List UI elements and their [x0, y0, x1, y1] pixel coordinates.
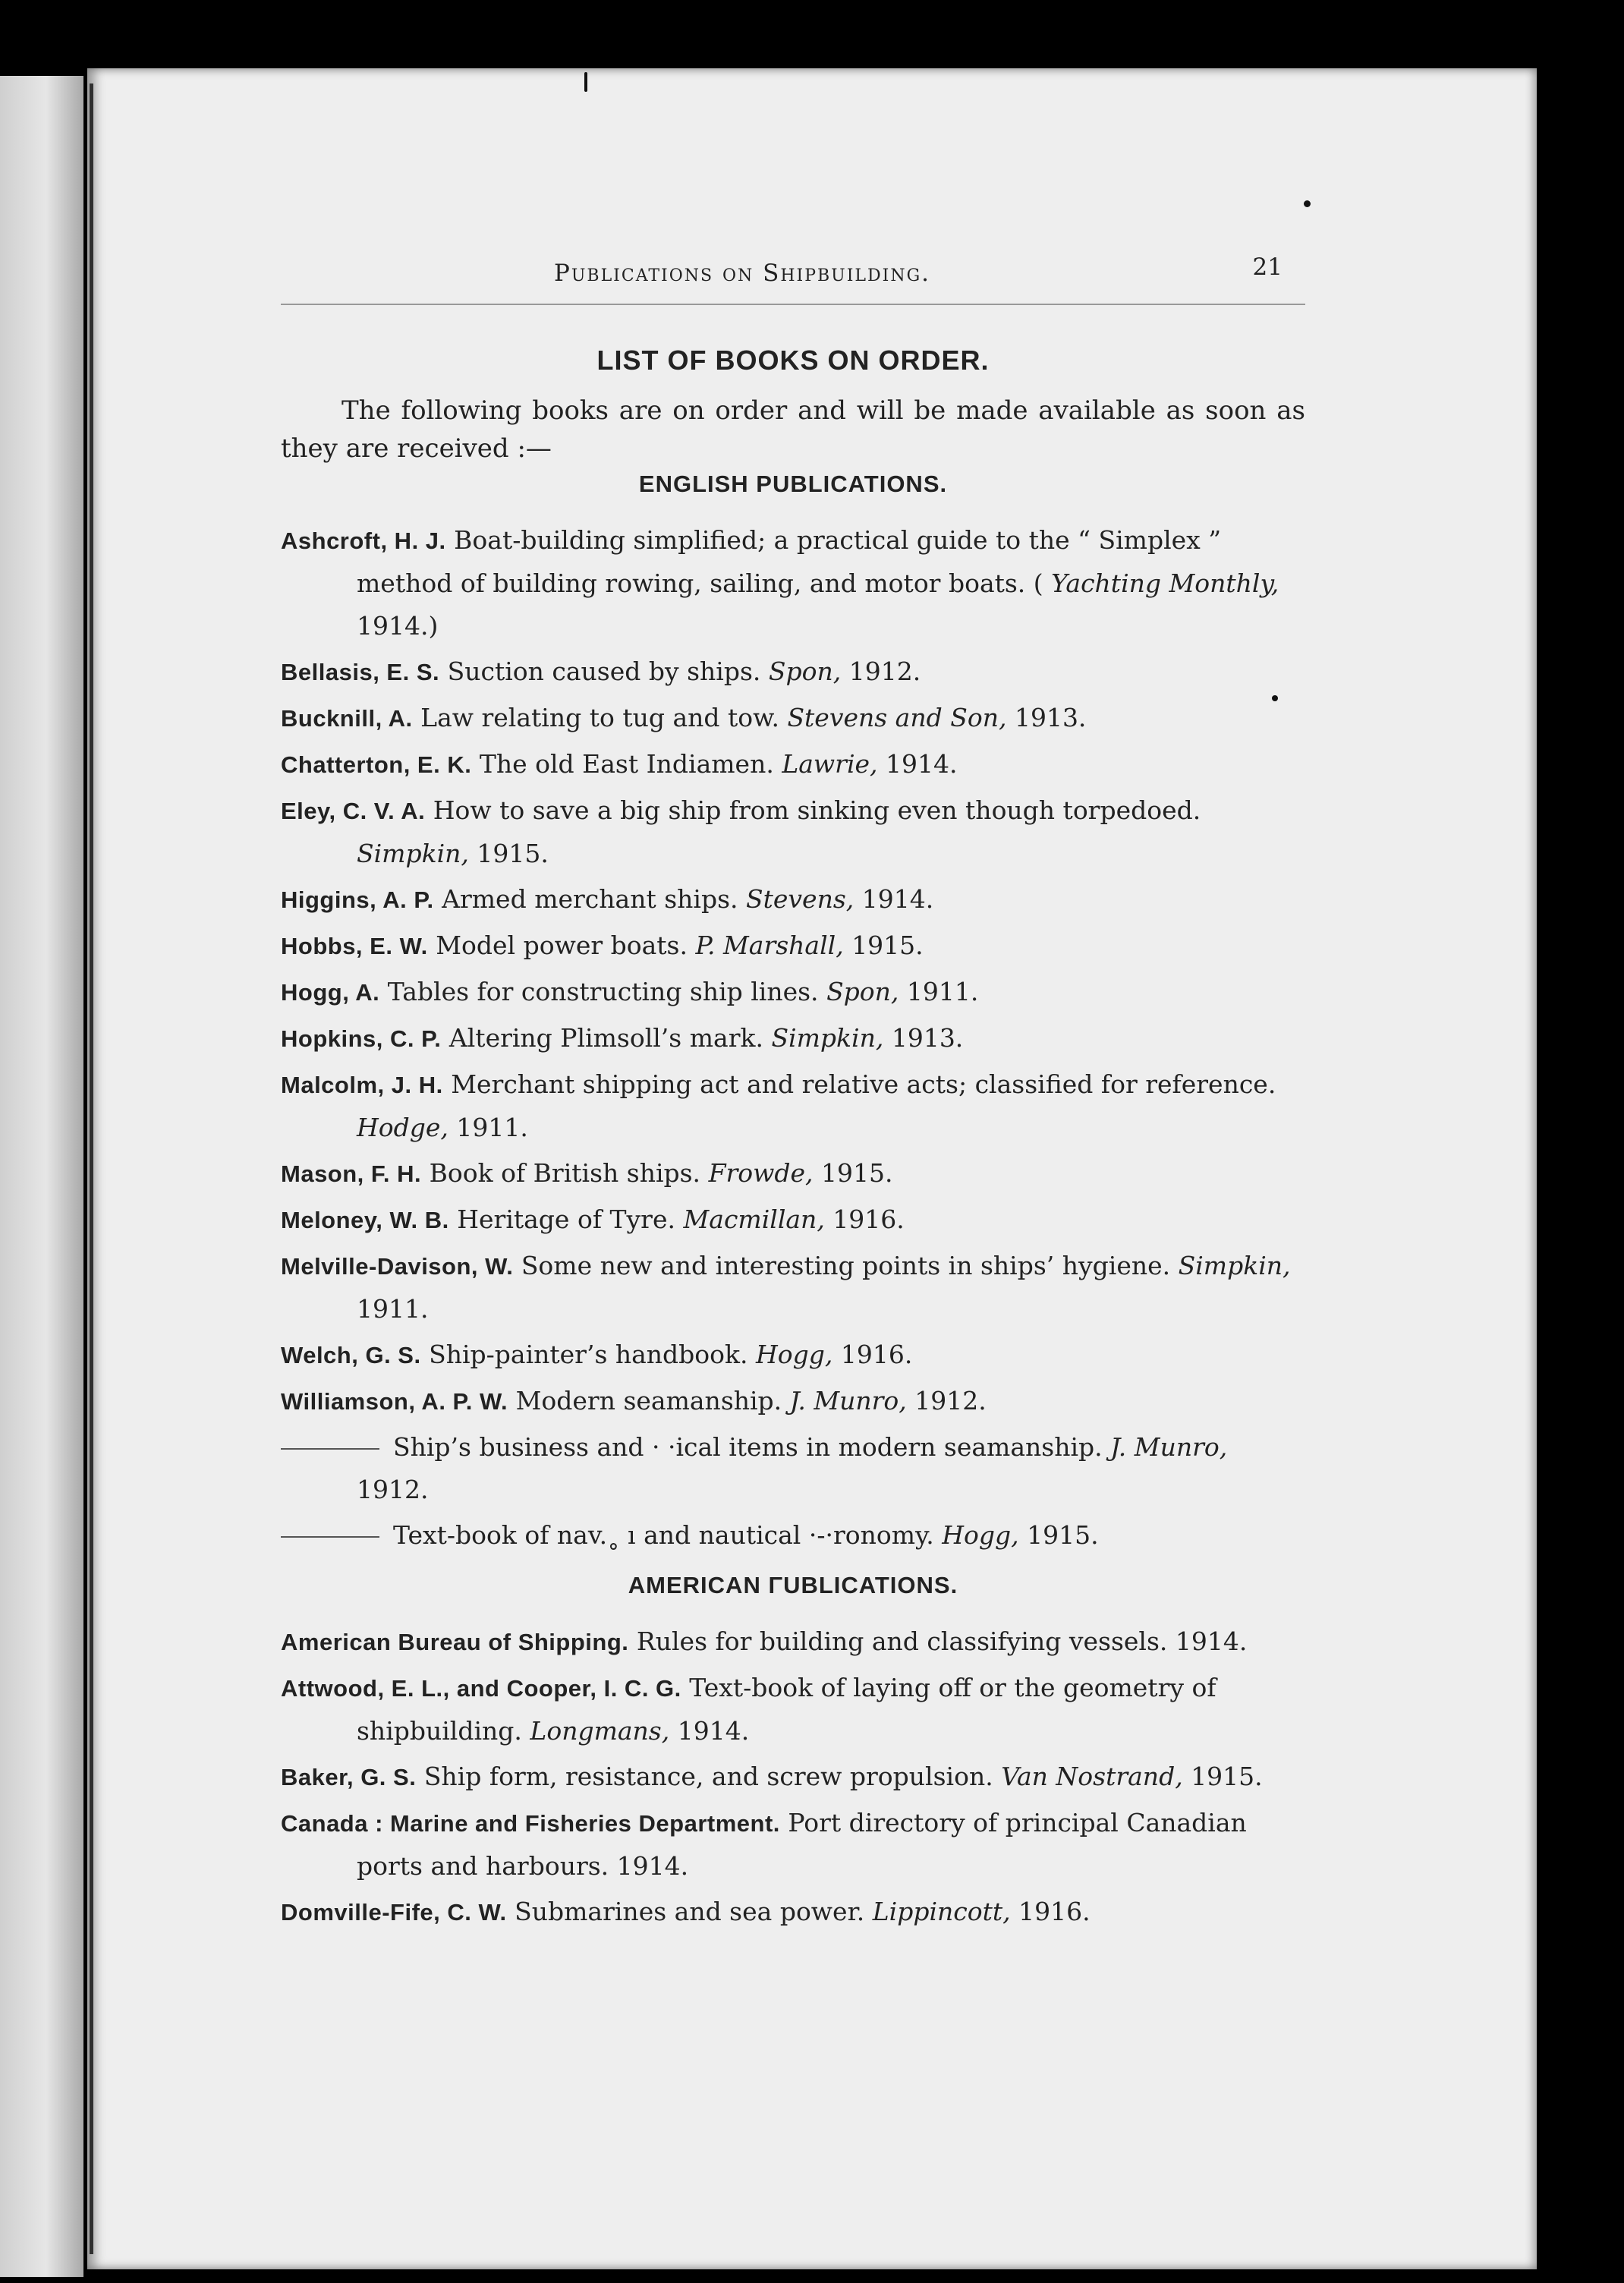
entry-year: 1913.: [891, 1023, 964, 1053]
book-entry: [281, 1514, 1305, 1557]
entry-year: 1911.: [456, 1113, 528, 1142]
book-entry: [281, 1380, 1305, 1423]
entry-publisher: J. Munro,: [789, 1386, 907, 1415]
book-entry: [281, 1198, 1305, 1242]
entry-publisher: Hogg,: [942, 1520, 1019, 1550]
entry-title: Some new and interesting points in ships’ hygiene.: [521, 1251, 1171, 1280]
page-gutter-shadow: [90, 83, 93, 2254]
ditto-dash: [281, 1448, 379, 1450]
book-entry: [281, 789, 1305, 875]
entry-publisher: J. Munro,: [1110, 1432, 1228, 1462]
entry-year: 1912.: [848, 657, 921, 686]
entry-year: 1915.: [1191, 1762, 1263, 1791]
entry-year: 1914.: [886, 749, 958, 779]
entry-year: 1916.: [1018, 1897, 1091, 1926]
page-content: [281, 253, 1305, 1937]
entry-title: Rules for building and classifying vessels.: [636, 1626, 1168, 1656]
entry-publisher: Simpkin,: [1178, 1251, 1291, 1280]
entry-author: Chatterton, E. K.: [281, 751, 472, 778]
entry-author: Baker, G. S.: [281, 1764, 417, 1790]
book-entry: [281, 1426, 1305, 1511]
entry-author: Attwood, E. L., and Cooper, I. C. G.: [281, 1675, 681, 1702]
entry-publisher: Spon,: [768, 657, 842, 686]
entry-year: 1911.: [357, 1294, 429, 1324]
entry-publisher: Lippincott,: [872, 1897, 1011, 1926]
book-entry: [281, 1334, 1305, 1377]
entry-title: Merchant shipping act and relative acts; classified for reference.: [451, 1069, 1276, 1099]
book-entry: [281, 1802, 1305, 1888]
entry-title: The old East Indiamen.: [479, 749, 774, 779]
entry-author: Bucknill, A.: [281, 705, 413, 732]
entry-year: 1916.: [832, 1204, 905, 1234]
entry-title: Book of British ships.: [429, 1158, 701, 1188]
entry-title: Model power boats.: [436, 931, 688, 960]
scan-speck: [584, 72, 587, 92]
entry-year: 1912.: [914, 1386, 987, 1415]
book-entry: [281, 650, 1305, 694]
entry-year: 1914.: [616, 1851, 689, 1881]
entry-title: Ship’s business and · ·ical items in modern seamanship.: [393, 1432, 1103, 1462]
entry-title: Heritage of Tyre.: [457, 1204, 675, 1234]
american-entries: [281, 1620, 1305, 1934]
list-title: LIST OF BOOKS ON ORDER.: [596, 345, 990, 376]
entry-title: Text-book of laying off or the geometry of shipbuilding.: [357, 1673, 1216, 1746]
entry-publisher: Stevens,: [746, 884, 854, 914]
entry-publisher: Longmans,: [530, 1716, 670, 1746]
entry-author: Meloney, W. B.: [281, 1207, 449, 1233]
entry-title: Armed merchant ships.: [442, 884, 738, 914]
entry-author: Hobbs, E. W.: [281, 933, 428, 959]
entry-author: Welch, G. S.: [281, 1342, 421, 1368]
english-entries: [281, 519, 1305, 1557]
entry-year: 1912.: [357, 1475, 429, 1504]
book-entry: [281, 1152, 1305, 1195]
book-entry: [281, 1245, 1305, 1330]
book-entry: [281, 924, 1305, 968]
entry-author: Hopkins, C. P.: [281, 1025, 442, 1052]
book-entry: [281, 519, 1305, 647]
entry-year: 1914.: [861, 884, 934, 914]
entry-year: 1914.): [357, 611, 439, 641]
entry-author: Hogg, A.: [281, 979, 380, 1006]
book-entry: [281, 1063, 1305, 1149]
entry-publisher: Frowde,: [708, 1158, 814, 1188]
american-publications-heading: AMERICAN ΓUBLICATIONS.: [628, 1572, 958, 1598]
book-entry: [281, 971, 1305, 1014]
book-entry: [281, 1891, 1305, 1934]
entry-author: Domville-Fife, C. W.: [281, 1899, 507, 1926]
book-entry: [281, 1017, 1305, 1060]
entry-publisher: Hodge,: [357, 1113, 448, 1142]
entry-publisher: Van Nostrand,: [1001, 1762, 1183, 1791]
facing-page-edge: [0, 76, 83, 2277]
entry-year: 1911.: [906, 977, 979, 1006]
entry-title: Submarines and sea power.: [515, 1897, 865, 1926]
entry-author: Eley, C. V. A.: [281, 798, 426, 824]
entry-title: Law relating to tug and tow.: [420, 703, 779, 732]
entry-title: Text-book of nav.˳ ı and nautical ·-·ronomy.: [393, 1520, 934, 1550]
entry-title: Boat-building simplified; a practical guide to the “ Simplex ” method of building rowing, sailing, and motor boats. (: [357, 525, 1222, 598]
entry-publisher: P. Marshall,: [695, 931, 844, 960]
entry-title: How to save a big ship from sinking even though torpedoed.: [433, 795, 1201, 825]
entry-publisher: Hogg,: [756, 1340, 833, 1369]
entry-year: 1915.: [821, 1158, 893, 1188]
entry-author: Canada : Marine and Fisheries Department.: [281, 1810, 780, 1837]
entry-publisher: Simpkin,: [771, 1023, 884, 1053]
entry-year: 1914.: [1175, 1626, 1248, 1656]
entry-publisher: Macmillan,: [683, 1204, 825, 1234]
entry-title: Modern seamanship.: [515, 1386, 782, 1415]
entry-publisher: Yachting Monthly,: [1051, 568, 1279, 598]
entry-author: American Bureau of Shipping.: [281, 1629, 629, 1655]
entry-title: Altering Plimsoll’s mark.: [448, 1023, 763, 1053]
entry-title: Ship form, resistance, and screw propulsion.: [423, 1762, 993, 1791]
entry-publisher: Simpkin,: [357, 839, 469, 868]
book-entry: [281, 1667, 1305, 1752]
entry-year: 1913.: [1014, 703, 1087, 732]
book-entry: [281, 743, 1305, 786]
entry-author: Ashcroft, H. J.: [281, 527, 446, 554]
entry-year: 1915.: [477, 839, 549, 868]
entry-title: Port directory of principal Canadian ports and harbours.: [357, 1808, 1247, 1881]
book-entry: [281, 1756, 1305, 1799]
entry-year: 1915.: [1027, 1520, 1099, 1550]
entry-author: Melville-Davison, W.: [281, 1253, 514, 1280]
entry-publisher: Lawrie,: [782, 749, 878, 779]
running-header: [281, 253, 1305, 305]
ditto-dash: [281, 1536, 379, 1538]
entry-publisher: Spon,: [826, 977, 899, 1006]
book-entry: [281, 697, 1305, 740]
entry-author: Malcolm, J. H.: [281, 1072, 443, 1098]
entry-year: 1914.: [677, 1716, 750, 1746]
entry-title: Ship-painter’s handbook.: [429, 1340, 748, 1369]
book-entry: [281, 1620, 1305, 1664]
entry-author: Mason, F. H.: [281, 1160, 422, 1187]
entry-author: Williamson, A. P. W.: [281, 1388, 508, 1415]
entry-publisher: Stevens and Son,: [787, 703, 1007, 732]
entry-title: Suction caused by ships.: [447, 657, 761, 686]
book-entry: [281, 878, 1305, 921]
entry-year: 1916.: [840, 1340, 913, 1369]
entry-year: 1915.: [851, 931, 924, 960]
english-publications-heading: ENGLISH PUBLICATIONS.: [638, 471, 948, 497]
intro-paragraph: The following books are on order and will be made available as soon as they are received :—: [281, 395, 1305, 464]
scan-speck: [1304, 200, 1311, 207]
page-number: 21: [1252, 253, 1283, 281]
entry-author: Bellasis, E. S.: [281, 659, 440, 685]
entry-title: Tables for constructing ship lines.: [387, 977, 819, 1006]
running-title: Publications on Shipbuilding.: [554, 260, 931, 287]
entry-author: Higgins, A. P.: [281, 886, 434, 913]
